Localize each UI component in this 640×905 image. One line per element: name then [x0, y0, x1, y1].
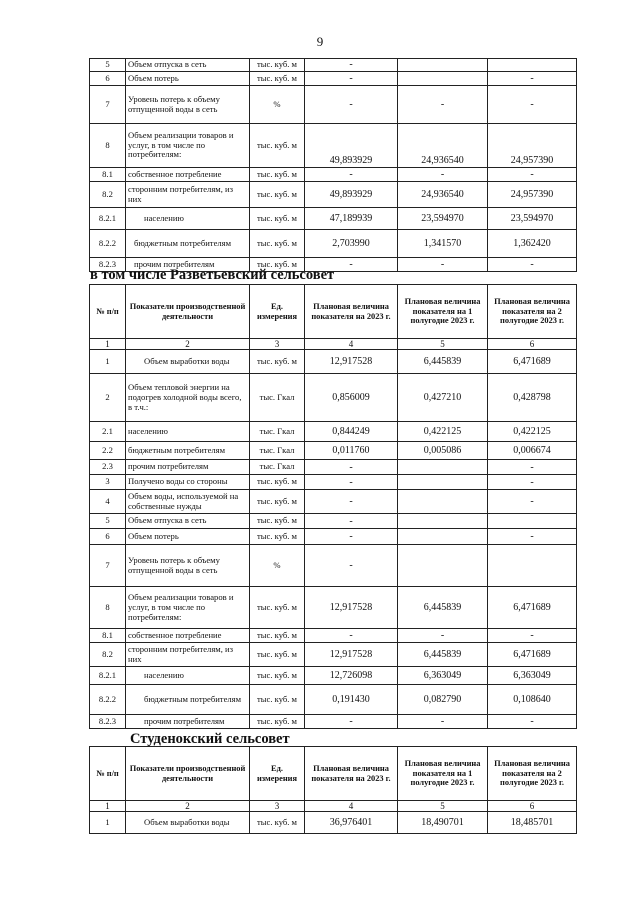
index-cell: 2 [126, 801, 250, 812]
header-name: Показатели производственной деятельности [126, 747, 250, 801]
row-number-cell: 4 [90, 490, 126, 514]
value-h2-cell: 0,108640 [488, 685, 577, 715]
indicator-name-cell: Получено воды со стороны [126, 475, 250, 490]
table-row [90, 490, 577, 514]
value-h1-cell [398, 490, 488, 514]
row-number-cell: 8.1 [90, 168, 126, 182]
table-row [90, 208, 577, 230]
indicator-name-cell: населению [126, 208, 250, 230]
table-row [90, 182, 577, 208]
table-row [90, 629, 577, 643]
row-number-cell: 7 [90, 86, 126, 124]
value-h1-cell [398, 460, 488, 475]
unit-cell: тыс. Гкал [250, 374, 305, 422]
value-h2-cell: 6,471689 [488, 350, 577, 374]
table-row [90, 475, 577, 490]
unit-cell: тыс. куб. м [250, 208, 305, 230]
value-year-cell: - [305, 72, 398, 86]
value-h1-cell: 6,445839 [398, 350, 488, 374]
index-cell: 6 [488, 339, 577, 350]
index-cell: 5 [398, 801, 488, 812]
value-year-cell: - [305, 629, 398, 643]
value-h1-cell [398, 529, 488, 545]
row-number-cell: 8.2 [90, 182, 126, 208]
value-h1-cell: 0,422125 [398, 422, 488, 442]
value-year-cell: 12,726098 [305, 667, 398, 685]
value-h1-cell: 0,427210 [398, 374, 488, 422]
value-h1-cell: 18,490701 [398, 812, 488, 834]
value-h2-cell: - [488, 72, 577, 86]
value-h1-cell: 0,082790 [398, 685, 488, 715]
table-row [90, 422, 577, 442]
value-year-cell: - [305, 490, 398, 514]
unit-cell: тыс. куб. м [250, 124, 305, 168]
table-row [90, 168, 577, 182]
table-row [90, 350, 577, 374]
value-h2-cell: 6,363049 [488, 667, 577, 685]
value-h2-cell: - [488, 168, 577, 182]
table-row [90, 460, 577, 475]
table-row [90, 124, 577, 168]
table-row [90, 545, 577, 587]
row-number-cell: 2.1 [90, 422, 126, 442]
unit-cell: тыс. Гкал [250, 442, 305, 460]
unit-cell: тыс. куб. м [250, 182, 305, 208]
row-number-cell: 8 [90, 124, 126, 168]
table-row [90, 442, 577, 460]
section-heading-studenoksky: Студенокский сельсовет [130, 731, 290, 747]
row-number-cell: 8.2.1 [90, 667, 126, 685]
row-number-cell: 2 [90, 374, 126, 422]
value-h2-cell: - [488, 629, 577, 643]
value-h2-cell: - [488, 258, 577, 272]
table-row [90, 514, 577, 529]
index-cell: 1 [90, 801, 126, 812]
value-h1-cell: - [398, 629, 488, 643]
value-h1-cell: - [398, 715, 488, 729]
table-row [90, 59, 577, 72]
row-number-cell: 2.3 [90, 460, 126, 475]
row-number-cell: 7 [90, 545, 126, 587]
row-number-cell: 8.2.2 [90, 230, 126, 258]
row-number-cell: 8.1 [90, 629, 126, 643]
unit-cell: тыс. куб. м [250, 667, 305, 685]
indicator-name-cell: сторонним потребителям, из них [126, 643, 250, 667]
table-row [90, 587, 577, 629]
value-h1-cell [398, 545, 488, 587]
unit-cell: тыс. Гкал [250, 422, 305, 442]
indicator-name-cell: Объем выработки воды [126, 812, 250, 834]
value-year-cell: - [305, 514, 398, 529]
indicator-name-cell: сторонним потребителям, из них [126, 182, 250, 208]
value-year-cell: 0,856009 [305, 374, 398, 422]
value-h2-cell: 6,471689 [488, 587, 577, 629]
index-cell: 5 [398, 339, 488, 350]
header-v3: Плановая величина показателя на 2 полугодие 2023 г. [488, 747, 577, 801]
unit-cell: тыс. куб. м [250, 168, 305, 182]
value-h1-cell [398, 475, 488, 490]
value-h2-cell: - [488, 475, 577, 490]
row-number-cell: 2.2 [90, 442, 126, 460]
value-h2-cell: - [488, 529, 577, 545]
row-number-cell: 8.2 [90, 643, 126, 667]
indicator-name-cell: прочим потребителям [126, 715, 250, 729]
value-h2-cell: 0,428798 [488, 374, 577, 422]
value-h1-cell: 24,936540 [398, 182, 488, 208]
value-h1-cell: 24,936540 [398, 124, 488, 168]
indicator-name-cell: прочим потребителям [126, 460, 250, 475]
row-number-cell: 8.2.3 [90, 715, 126, 729]
indicator-name-cell: Объем потерь [126, 529, 250, 545]
value-h2-cell: 24,957390 [488, 124, 577, 168]
value-h2-cell: - [488, 86, 577, 124]
table-row [90, 529, 577, 545]
indicator-name-cell: бюджетным потребителям [126, 442, 250, 460]
unit-cell: тыс. куб. м [250, 490, 305, 514]
value-year-cell: 12,917528 [305, 587, 398, 629]
value-year-cell: 49,893929 [305, 182, 398, 208]
unit-cell: тыс. куб. м [250, 685, 305, 715]
row-number-cell: 6 [90, 72, 126, 86]
indicator-name-cell: населению [126, 667, 250, 685]
value-year-cell: 12,917528 [305, 643, 398, 667]
index-cell: 3 [250, 339, 305, 350]
row-number-cell: 3 [90, 475, 126, 490]
index-cell: 4 [305, 801, 398, 812]
indicator-name-cell: собственное потребление [126, 629, 250, 643]
value-h2-cell: 1,362420 [488, 230, 577, 258]
value-year-cell: - [305, 460, 398, 475]
value-year-cell: - [305, 86, 398, 124]
value-year-cell: - [305, 545, 398, 587]
value-h2-cell: 0,422125 [488, 422, 577, 442]
indicator-name-cell: Объем потерь [126, 72, 250, 86]
unit-cell: тыс. Гкал [250, 460, 305, 475]
unit-cell: % [250, 86, 305, 124]
value-h1-cell: 1,341570 [398, 230, 488, 258]
index-cell: 1 [90, 339, 126, 350]
table-row [90, 643, 577, 667]
indicator-name-cell: прочим потребителям [126, 258, 250, 272]
value-h2-cell: 23,594970 [488, 208, 577, 230]
indicator-name-cell: Уровень потерь к объему отпущенной воды в сеть [126, 86, 250, 124]
indicator-name-cell: Объем тепловой энергии на подогрев холодной воды всего, в т.ч.: [126, 374, 250, 422]
index-cell: 2 [126, 339, 250, 350]
indicator-name-cell: бюджетным потребителям [126, 230, 250, 258]
table-row [90, 715, 577, 729]
row-number-cell: 8.2.3 [90, 258, 126, 272]
table-row [90, 812, 577, 834]
value-h1-cell: - [398, 86, 488, 124]
value-h2-cell: - [488, 490, 577, 514]
value-h2-cell [488, 545, 577, 587]
indicator-name-cell: Объем отпуска в сеть [126, 59, 250, 72]
value-h1-cell: - [398, 258, 488, 272]
value-year-cell: 0,011760 [305, 442, 398, 460]
value-year-cell: - [305, 258, 398, 272]
value-h2-cell: 6,471689 [488, 643, 577, 667]
row-number-cell: 8 [90, 587, 126, 629]
row-number-cell: 5 [90, 59, 126, 72]
header-v3: Плановая величина показателя на 2 полугодие 2023 г. [488, 285, 577, 339]
unit-cell: тыс. куб. м [250, 230, 305, 258]
row-number-cell: 8.2.2 [90, 685, 126, 715]
value-year-cell: 49,893929 [305, 124, 398, 168]
unit-cell: % [250, 545, 305, 587]
value-h1-cell: - [398, 168, 488, 182]
table-continuation [89, 58, 577, 272]
table-row [90, 86, 577, 124]
value-year-cell: 47,189939 [305, 208, 398, 230]
value-year-cell: - [305, 168, 398, 182]
value-h2-cell: 0,006674 [488, 442, 577, 460]
value-h2-cell: - [488, 715, 577, 729]
header-v1: Плановая величина показателя на 2023 г. [305, 747, 398, 801]
unit-cell: тыс. куб. м [250, 72, 305, 86]
row-number-cell: 1 [90, 812, 126, 834]
header-n: № п/п [90, 747, 126, 801]
indicator-name-cell: Объем реализации товаров и услуг, в том числе по потребителям: [126, 587, 250, 629]
value-year-cell: 0,844249 [305, 422, 398, 442]
value-year-cell: 0,191430 [305, 685, 398, 715]
value-year-cell: - [305, 529, 398, 545]
row-number-cell: 1 [90, 350, 126, 374]
value-h2-cell: - [488, 460, 577, 475]
value-h1-cell [398, 514, 488, 529]
table-studenoksky [89, 746, 577, 834]
indicator-name-cell: Объем выработки воды [126, 350, 250, 374]
unit-cell: тыс. куб. м [250, 475, 305, 490]
value-h2-cell: 24,957390 [488, 182, 577, 208]
value-h1-cell: 23,594970 [398, 208, 488, 230]
indicator-name-cell: бюджетным потребителям [126, 685, 250, 715]
unit-cell: тыс. куб. м [250, 350, 305, 374]
indicator-name-cell: Уровень потерь к объему отпущенной воды в сеть [126, 545, 250, 587]
table-row [90, 685, 577, 715]
unit-cell: тыс. куб. м [250, 812, 305, 834]
index-cell: 6 [488, 801, 577, 812]
header-unit: Ед. измерения [250, 285, 305, 339]
page-number: 9 [316, 34, 324, 49]
indicator-name-cell: населению [126, 422, 250, 442]
header-unit: Ед. измерения [250, 747, 305, 801]
table-row [90, 667, 577, 685]
unit-cell: тыс. куб. м [250, 59, 305, 72]
unit-cell: тыс. куб. м [250, 529, 305, 545]
value-year-cell: - [305, 475, 398, 490]
indicator-name-cell: Объем реализации товаров и услуг, в том числе по потребителям: [126, 124, 250, 168]
section-heading-razvetevsky: в том числе Разветьевский сельсовет [90, 267, 335, 283]
value-h2-cell [488, 59, 577, 72]
value-year-cell: 12,917528 [305, 350, 398, 374]
value-year-cell: 36,976401 [305, 812, 398, 834]
value-h1-cell: 6,363049 [398, 667, 488, 685]
value-year-cell: - [305, 715, 398, 729]
indicator-name-cell: Объем отпуска в сеть [126, 514, 250, 529]
value-h1-cell [398, 72, 488, 86]
unit-cell: тыс. куб. м [250, 629, 305, 643]
row-number-cell: 5 [90, 514, 126, 529]
unit-cell: тыс. куб. м [250, 587, 305, 629]
value-year-cell: 2,703990 [305, 230, 398, 258]
unit-cell: тыс. куб. м [250, 514, 305, 529]
value-h2-cell: 18,485701 [488, 812, 577, 834]
header-v2: Плановая величина показателя на 1 полугодие 2023 г. [398, 285, 488, 339]
unit-cell: тыс. куб. м [250, 643, 305, 667]
unit-cell: тыс. куб. м [250, 715, 305, 729]
unit-cell: тыс. куб. м [250, 258, 305, 272]
header-name: Показатели производственной деятельности [126, 285, 250, 339]
indicator-name-cell: Объем воды, используемой на собственные нужды [126, 490, 250, 514]
table-razvetevsky [89, 284, 577, 729]
row-number-cell: 8.2.1 [90, 208, 126, 230]
indicator-name-cell: собственное потребление [126, 168, 250, 182]
table-row [90, 230, 577, 258]
value-h1-cell: 6,445839 [398, 587, 488, 629]
value-year-cell: - [305, 59, 398, 72]
table-row [90, 72, 577, 86]
header-v2: Плановая величина показателя на 1 полугодие 2023 г. [398, 747, 488, 801]
value-h1-cell: 0,005086 [398, 442, 488, 460]
index-cell: 4 [305, 339, 398, 350]
index-cell: 3 [250, 801, 305, 812]
header-v1: Плановая величина показателя на 2023 г. [305, 285, 398, 339]
table-row [90, 374, 577, 422]
value-h1-cell: 6,445839 [398, 643, 488, 667]
row-number-cell: 6 [90, 529, 126, 545]
header-n: № п/п [90, 285, 126, 339]
value-h1-cell [398, 59, 488, 72]
value-h2-cell [488, 514, 577, 529]
